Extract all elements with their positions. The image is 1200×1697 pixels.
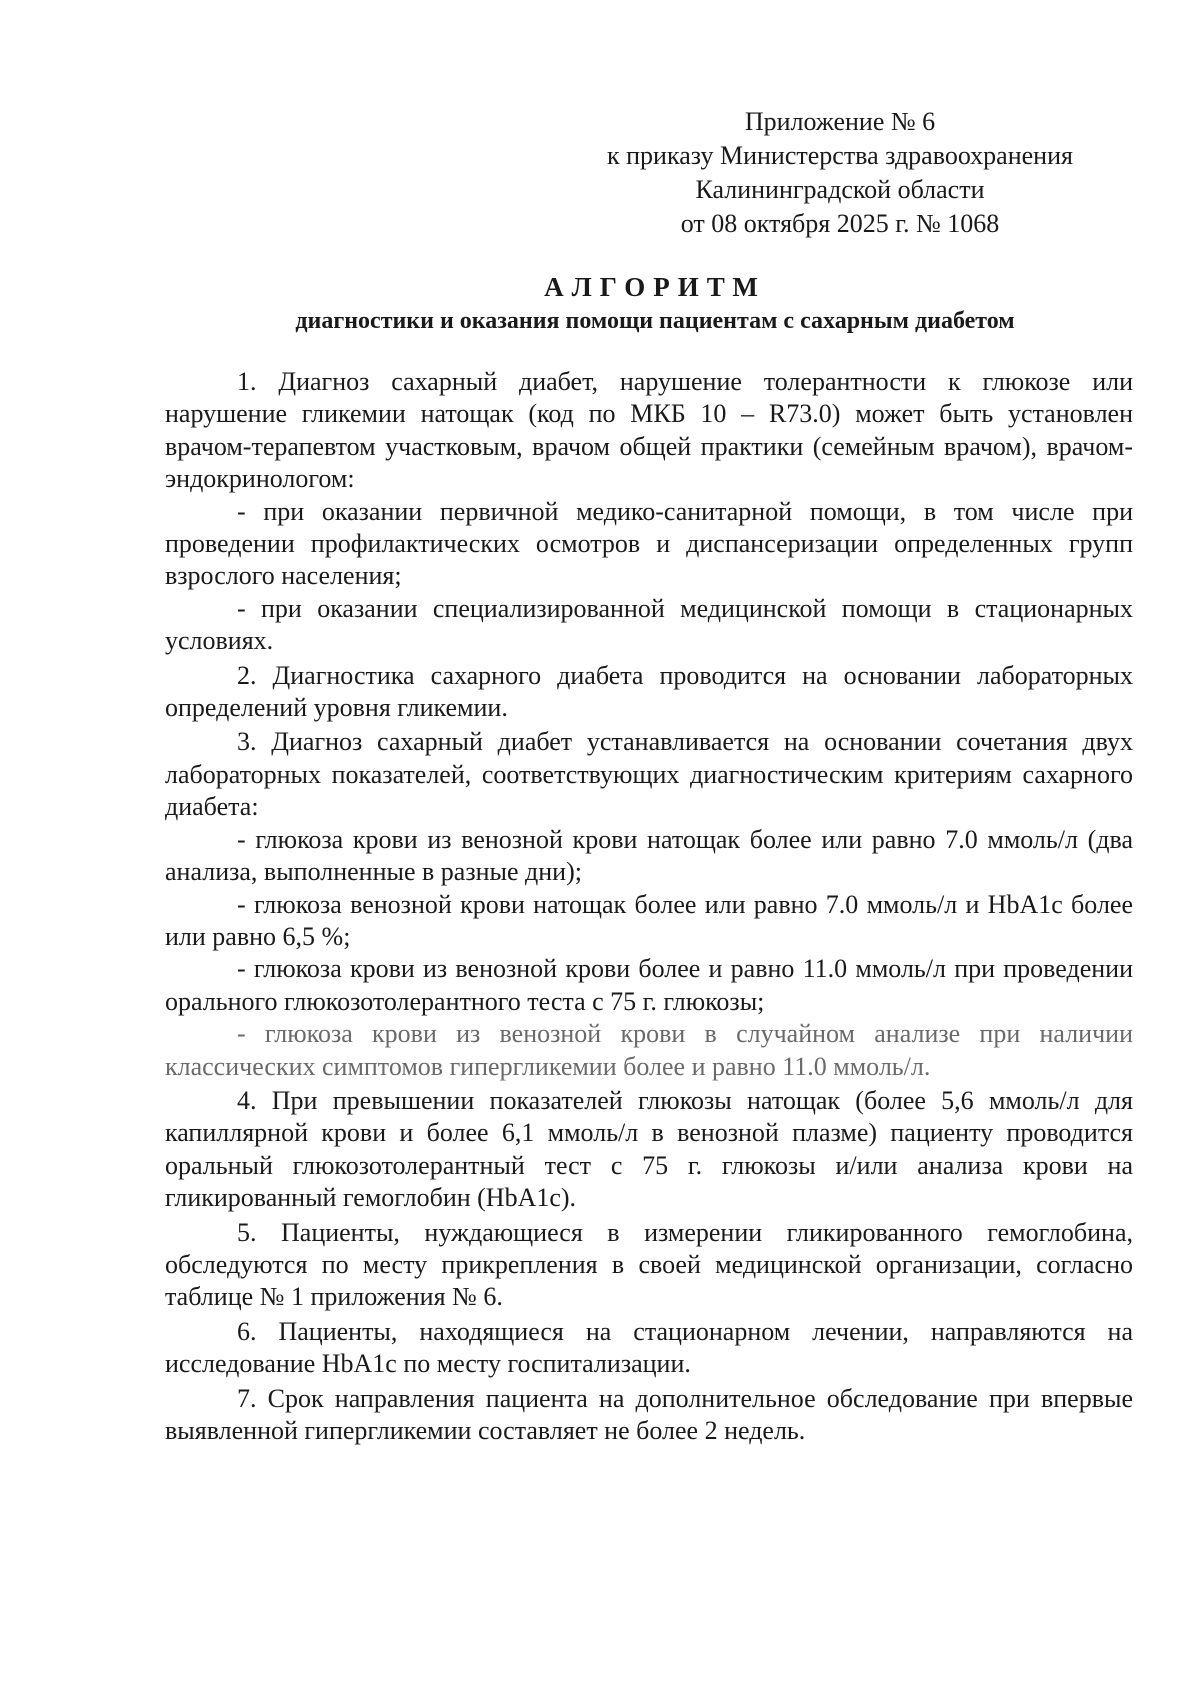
document-subtitle: диагностики и оказания помощи пациентам с сахарным диабетом <box>295 308 1015 334</box>
paragraph-3-item-3: - глюкоза крови из венозной крови более и равно 11.0 ммоль/л при проведении орального глюкозотолерантного теста с 75 г. глюкозы; <box>165 954 1133 1016</box>
document-body <box>165 366 1133 1447</box>
appendix-date: от 08 октября 2025 г. № 1068 <box>680 209 1000 238</box>
appendix-region: Калининградской области <box>695 175 985 204</box>
paragraph-1: 1. Диагноз сахарный диабет, нарушение толерантности к глюкозе или нарушение гликемии натощак (код по МКБ 10 – R73.0) может быть установлен врачом-терапевтом участковым, врачом общей практики (семейным врачом), врачом-эндокринологом: <box>165 367 1133 494</box>
paragraph-2: 2. Диагностика сахарного диабета проводится на основании лабораторных определений уровня гликемии. <box>165 660 1133 723</box>
paragraph-6: 6. Пациенты, находящиеся на стационарном лечении, направляются на исследование HbA1c по месту госпитализации. <box>165 1316 1133 1379</box>
appendix-header <box>560 105 1120 241</box>
paragraph-1-item-2: - при оказании специализированной медицинской помощи в стационарных условиях. <box>165 593 1133 656</box>
paragraph-7: 7. Срок направления пациента на дополнительное обследование при впервые выявленной гипергликемии составляет не более 2 недель. <box>165 1383 1133 1445</box>
paragraph-4: 4. При превышении показателей глюкозы натощак (более 5,6 ммоль/л для капиллярной крови и более 6,1 ммоль/л в венозной плазме) пациенту проводится оральный глюкозотолерантный тест с 75 г. глюкозы и/или анализа крови на гликированный гемоглобин (HbA1c). <box>165 1085 1133 1213</box>
appendix-number: Приложение № 6 <box>744 107 936 136</box>
document-title: АЛГОРИТМ <box>544 272 766 302</box>
paragraph-3-item-2: - глюкоза венозной крови натощак более или равно 7.0 ммоль/л и HbA1c более или равно 6,5 %; <box>165 889 1133 951</box>
paragraph-5: 5. Пациенты, нуждающиеся в измерении гликированного гемоглобина, обследуются по месту прикрепления в своей медицинской организации, согласно таблице № 1 приложения № 6. <box>165 1217 1133 1312</box>
paragraph-3-item-1: - глюкоза крови из венозной крови натощак более или равно 7.0 ммоль/л (два анализа, выполненные в разные дни); <box>165 824 1133 887</box>
paragraph-3: 3. Диагноз сахарный диабет устанавливается на основании сочетания двух лабораторных показателей, соответствующих диагностическим критериям сахарного диабета: <box>165 727 1133 822</box>
paragraph-1-item-1: - при оказании первичной медико-санитарной помощи, в том числе при проведении профилактических осмотров и диспансеризации определенных групп взрослого населения; <box>165 496 1133 591</box>
appendix-order-ref: к приказу Министерства здравоохранения <box>607 141 1073 170</box>
paragraph-3-item-4: - глюкоза крови из венозной крови в случайном анализе при наличии классических симптомов гипергликемии более и равно 11.0 ммоль/л. <box>165 1019 1133 1081</box>
